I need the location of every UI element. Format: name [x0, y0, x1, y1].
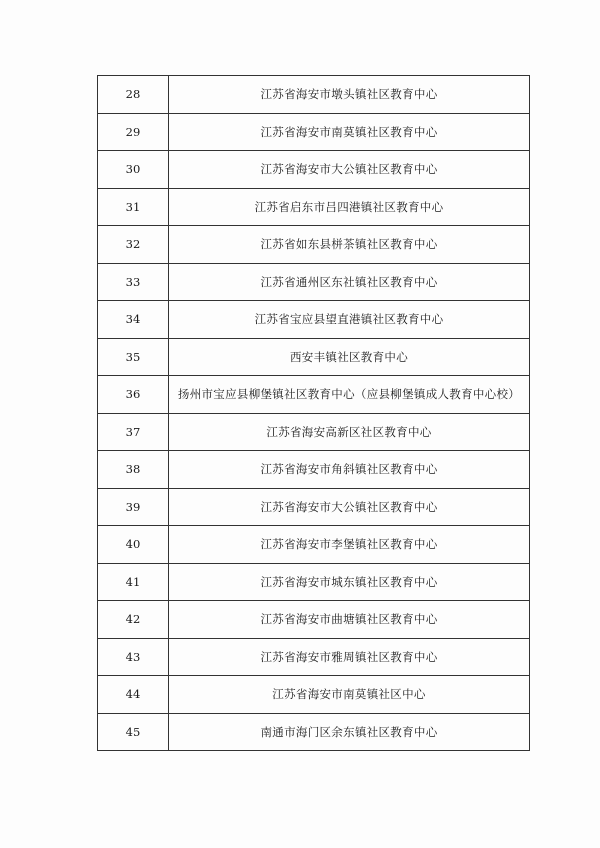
institution-name: 江苏省海安市雅周镇社区教育中心 [169, 638, 530, 676]
row-number: 36 [98, 376, 169, 414]
table-row [98, 638, 530, 676]
institution-name: 江苏省海安市南莫镇社区教育中心 [169, 113, 530, 151]
row-number: 41 [98, 563, 169, 601]
institution-name: 江苏省如东县栟茶镇社区教育中心 [169, 226, 530, 264]
row-number: 34 [98, 301, 169, 339]
institution-name: 江苏省海安市角斜镇社区教育中心 [169, 451, 530, 489]
row-number: 28 [98, 76, 169, 114]
institution-name: 江苏省海安市城东镇社区教育中心 [169, 563, 530, 601]
row-number: 32 [98, 226, 169, 264]
row-number: 45 [98, 713, 169, 751]
table-row [98, 113, 530, 151]
row-number: 33 [98, 263, 169, 301]
row-number: 30 [98, 151, 169, 189]
row-number: 40 [98, 526, 169, 564]
institution-name: 扬州市宝应县柳堡镇社区教育中心（应县柳堡镇成人教育中心校） [169, 376, 530, 414]
table-row [98, 413, 530, 451]
table-row [98, 601, 530, 639]
institution-name: 江苏省海安市大公镇社区教育中心 [169, 151, 530, 189]
row-number: 29 [98, 113, 169, 151]
row-number: 39 [98, 488, 169, 526]
table-row [98, 526, 530, 564]
institution-name: 西安丰镇社区教育中心 [169, 338, 530, 376]
institution-name: 江苏省启东市吕四港镇社区教育中心 [169, 188, 530, 226]
row-number: 37 [98, 413, 169, 451]
row-number: 35 [98, 338, 169, 376]
table-row [98, 451, 530, 489]
table-row [98, 338, 530, 376]
institution-name: 江苏省通州区东社镇社区教育中心 [169, 263, 530, 301]
table-row [98, 376, 530, 414]
table-row [98, 563, 530, 601]
institution-name: 江苏省海安高新区社区教育中心 [169, 413, 530, 451]
row-number: 31 [98, 188, 169, 226]
table-row [98, 676, 530, 714]
institution-name: 南通市海门区余东镇社区教育中心 [169, 713, 530, 751]
institution-name: 江苏省宝应县望直港镇社区教育中心 [169, 301, 530, 339]
row-number: 44 [98, 676, 169, 714]
table-row [98, 188, 530, 226]
table-row [98, 226, 530, 264]
institution-name: 江苏省海安市李堡镇社区教育中心 [169, 526, 530, 564]
row-number: 42 [98, 601, 169, 639]
institution-name: 江苏省海安市曲塘镇社区教育中心 [169, 601, 530, 639]
table-row [98, 713, 530, 751]
institution-table [97, 75, 530, 751]
table-row [98, 488, 530, 526]
institution-name: 江苏省海安市大公镇社区教育中心 [169, 488, 530, 526]
row-number: 43 [98, 638, 169, 676]
table-row [98, 76, 530, 114]
institution-name: 江苏省海安市南莫镇社区中心 [169, 676, 530, 714]
table-row [98, 263, 530, 301]
row-number: 38 [98, 451, 169, 489]
table-body [98, 76, 530, 751]
table-row [98, 151, 530, 189]
institution-name: 江苏省海安市墩头镇社区教育中心 [169, 76, 530, 114]
table-row [98, 301, 530, 339]
